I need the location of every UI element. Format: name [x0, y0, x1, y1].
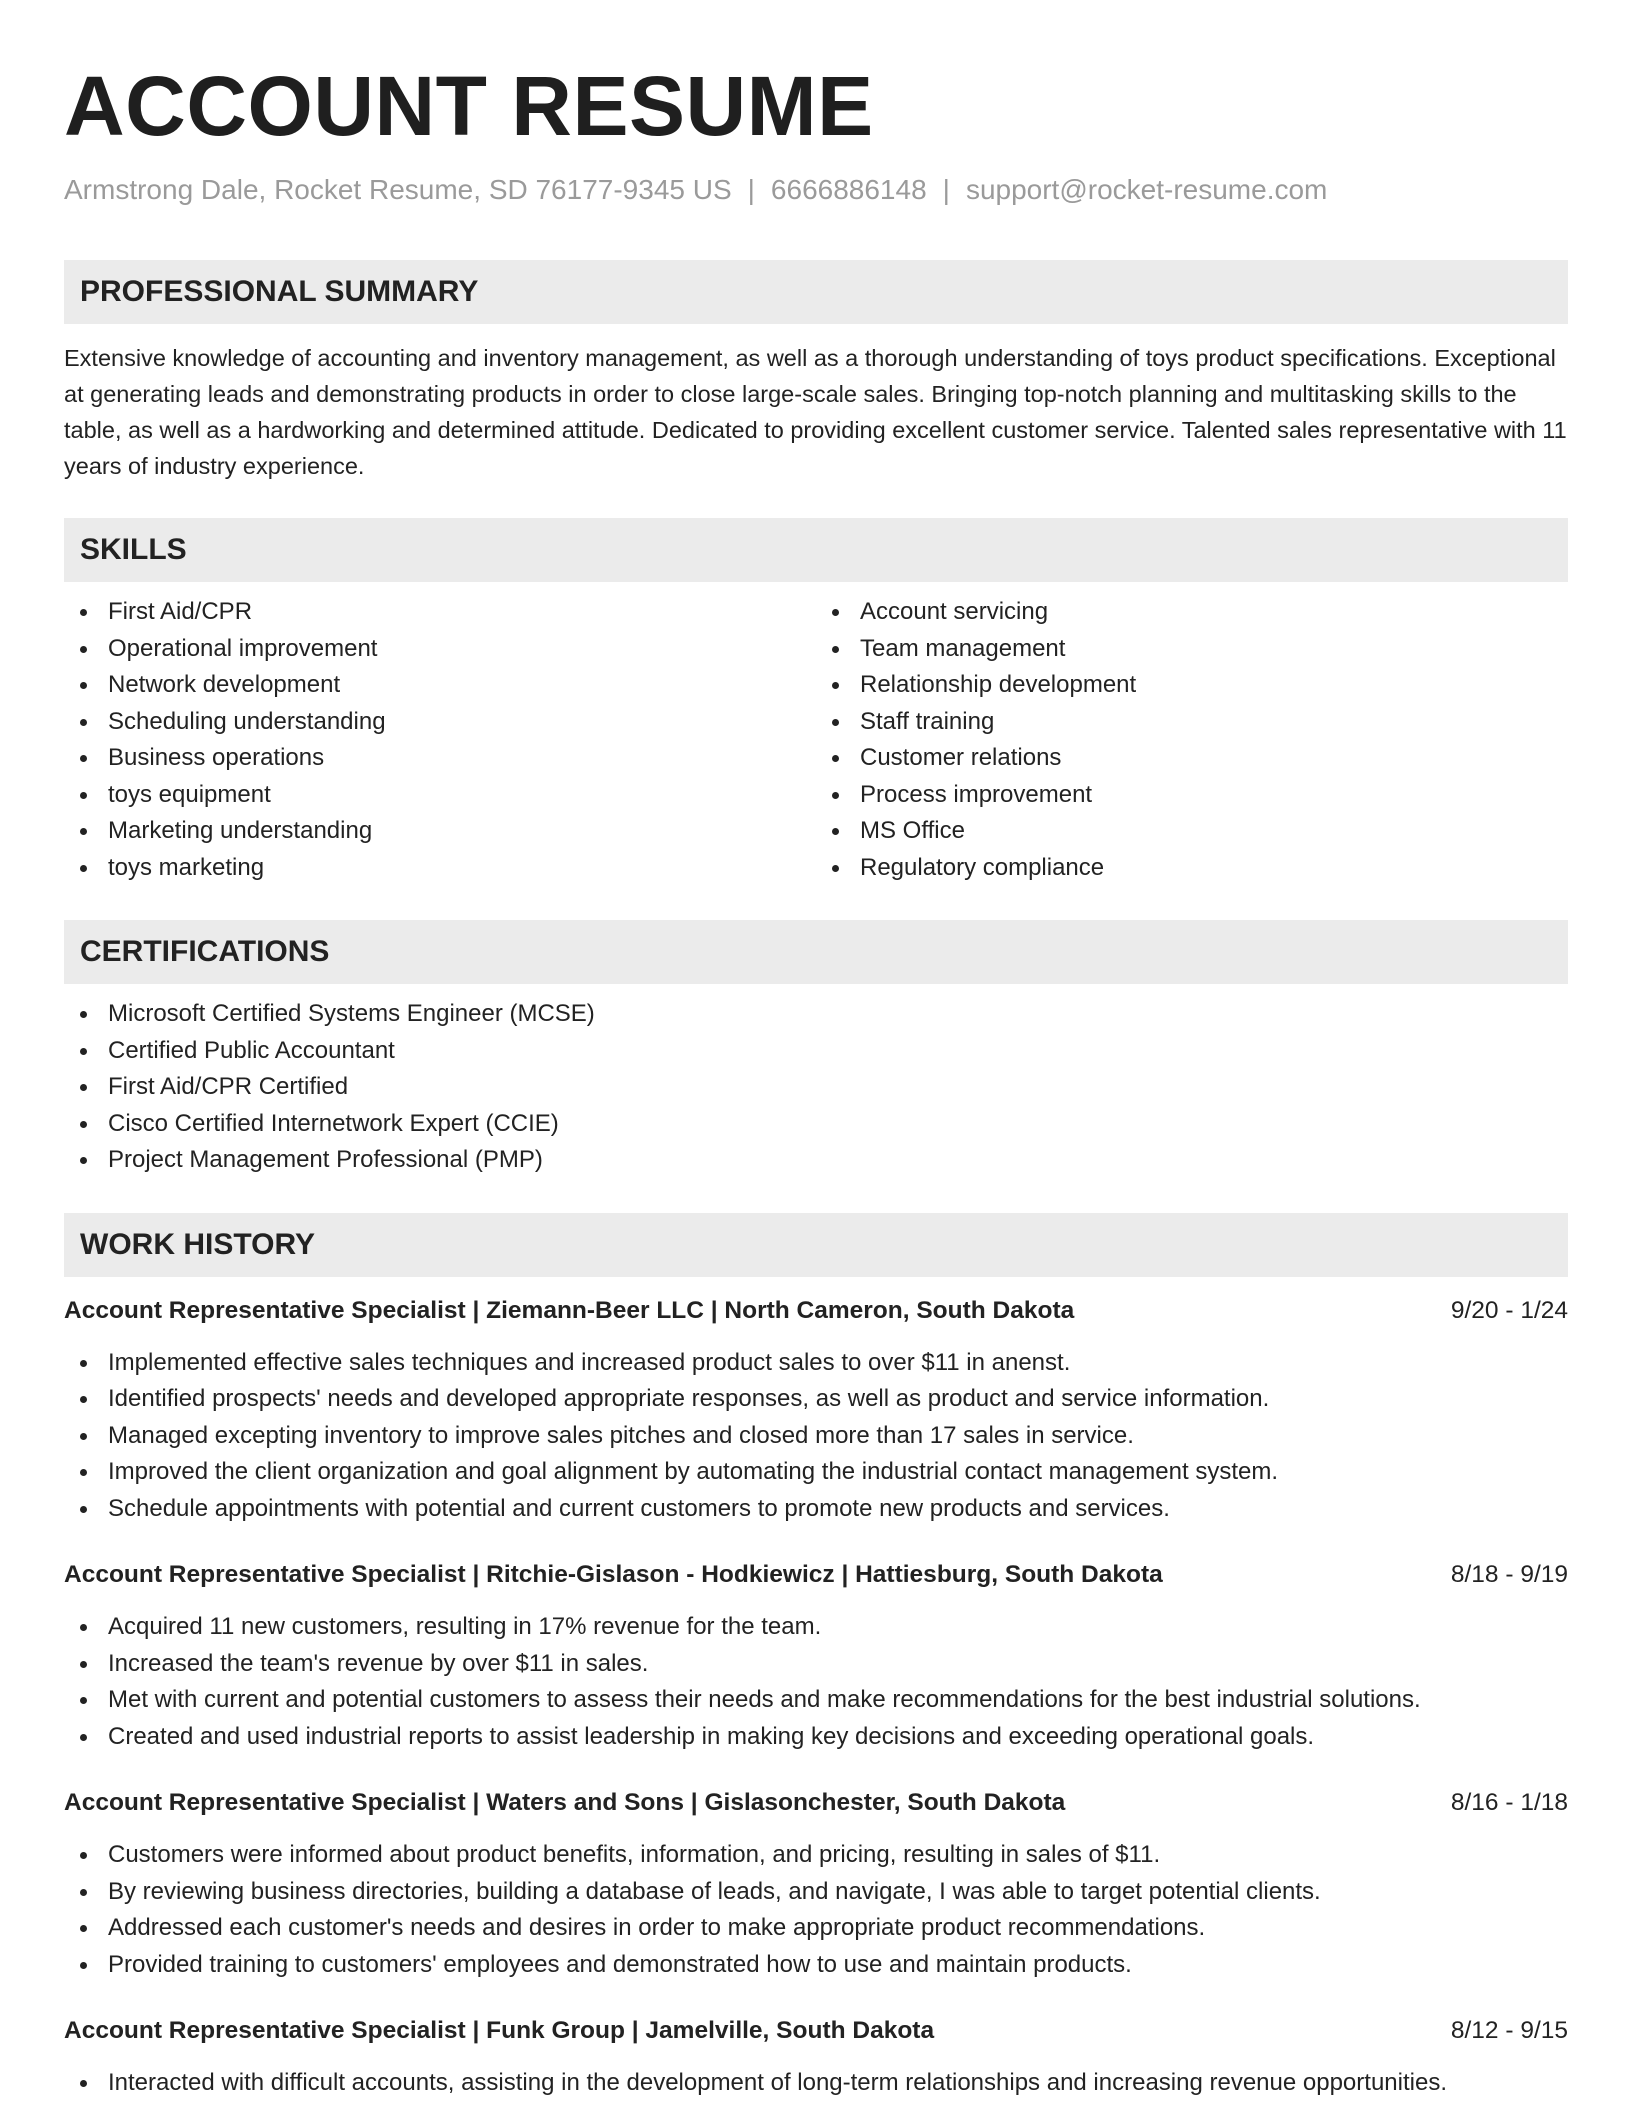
job-header [64, 1293, 1568, 1329]
job-bullet: Increased the team's revenue by over $11 in sales. [64, 1646, 1568, 1683]
skill-item: toys marketing [64, 850, 816, 887]
job-dates: 8/12 - 9/15 [1450, 2017, 1568, 2044]
skills-columns [64, 594, 1568, 886]
job-bullet: Identified prospects' needs and developed appropriate responses, as well as product and service information. [64, 1381, 1568, 1418]
skill-item: Staff training [816, 704, 1568, 741]
job-bullet: Schedule appointments with potential and current customers to promote new products and services. [64, 1491, 1568, 1528]
skill-item: Process improvement [816, 777, 1568, 814]
job-header [64, 1557, 1568, 1593]
job-header [64, 2013, 1568, 2049]
job-dates: 8/18 - 9/19 [1450, 1561, 1568, 1588]
contact-separator: | [747, 174, 755, 205]
job-entry [64, 1785, 1568, 1983]
job-bullet: Met with current and potential customers to assess their needs and make recommendations for the best industrial solutions. [64, 1682, 1568, 1719]
job-dates: 8/16 - 1/18 [1450, 1789, 1568, 1816]
section-heading-skills: SKILLS [64, 518, 1568, 582]
certification-item: Project Management Professional (PMP) [64, 1142, 1568, 1179]
job-bullet: Interacted with difficult accounts, assisting in the development of long-term relationships and increasing revenue opportunities. [64, 2065, 1568, 2102]
skill-item: First Aid/CPR [64, 594, 816, 631]
skill-item: Scheduling understanding [64, 704, 816, 741]
section-heading-work-history: WORK HISTORY [64, 1213, 1568, 1277]
section-heading-summary: PROFESSIONAL SUMMARY [64, 260, 1568, 324]
resume-title: ACCOUNT RESUME [64, 59, 874, 153]
certification-item: Certified Public Accountant [64, 1033, 1568, 1070]
job-bullets [64, 2065, 1568, 2102]
job-bullet: Implemented effective sales techniques and increased product sales to over $11 in anenst. [64, 1345, 1568, 1382]
skill-item: Account servicing [816, 594, 1568, 631]
job-bullet: Provided training to customers' employees and demonstrated how to use and maintain products. [64, 1947, 1568, 1984]
skill-item: Team management [816, 631, 1568, 668]
skill-item: Network development [64, 667, 816, 704]
job-header [64, 1785, 1568, 1821]
job-bullet: Acquired 11 new customers, resulting in 17% revenue for the team. [64, 1609, 1568, 1646]
contact-email: support@rocket-resume.com [965, 174, 1328, 205]
job-bullet: Created and used industrial reports to assist leadership in making key decisions and exceeding operational goals. [64, 1719, 1568, 1756]
skill-item: Marketing understanding [64, 813, 816, 850]
job-dates: 9/20 - 1/24 [1450, 1296, 1568, 1324]
skill-item: Customer relations [816, 740, 1568, 777]
job-entry [64, 2013, 1568, 2102]
contact-address: Armstrong Dale, Rocket Resume, SD 76177-9345 US [64, 174, 732, 205]
job-bullets [64, 1345, 1568, 1528]
skill-item: toys equipment [64, 777, 816, 814]
contact-line [64, 172, 1568, 208]
job-bullet: Customers were informed about product benefits, information, and pricing, resulting in sales of $11. [64, 1837, 1568, 1874]
skill-item: Regulatory compliance [816, 850, 1568, 887]
skill-item: MS Office [816, 813, 1568, 850]
job-entry [64, 1293, 1568, 1528]
certification-item: Microsoft Certified Systems Engineer (MCSE) [64, 996, 1568, 1033]
job-bullet: Managed excepting inventory to improve sales pitches and closed more than 17 sales in service. [64, 1418, 1568, 1455]
skills-list-right [816, 594, 1568, 886]
job-title: Account Representative Specialist | Ziemann-Beer LLC | North Cameron, South Dakota [64, 1296, 1075, 1324]
job-entry [64, 1557, 1568, 1755]
job-title: Account Representative Specialist | Waters and Sons | Gislasonchester, South Dakota [64, 1789, 1066, 1816]
certifications-list [64, 996, 1568, 1179]
certification-item: Cisco Certified Internetwork Expert (CCIE) [64, 1106, 1568, 1143]
certification-item: First Aid/CPR Certified [64, 1069, 1568, 1106]
contact-separator: | [942, 174, 950, 205]
job-bullet: Improved the client organization and goal alignment by automating the industrial contact management system. [64, 1454, 1568, 1491]
contact-phone: 6666886148 [770, 174, 927, 205]
skill-item: Operational improvement [64, 631, 816, 668]
job-bullet: Addressed each customer's needs and desires in order to make appropriate product recommendations. [64, 1910, 1568, 1947]
skill-item: Relationship development [816, 667, 1568, 704]
job-title: Account Representative Specialist | Ritchie-Gislason - Hodkiewicz | Hattiesburg, South Dakota [64, 1561, 1163, 1588]
section-heading-certifications: CERTIFICATIONS [64, 920, 1568, 984]
skills-list-left [64, 594, 816, 886]
summary-text: Extensive knowledge of accounting and inventory management, as well as a thorough understanding of toys product specifications. Exceptional at generating leads and demonstrating products in order to close large-scale sales. Bringing top-notch planning and multitasking skills to the table, as well as a hardworking and determined attitude. Dedicated to providing excellent customer service. Talented sales representative with 11 years of industry experience. [64, 345, 1567, 479]
job-bullets [64, 1609, 1568, 1755]
job-bullets [64, 1837, 1568, 1983]
job-title: Account Representative Specialist | Funk Group | Jamelville, South Dakota [64, 2017, 935, 2044]
job-bullet: By reviewing business directories, building a database of leads, and navigate, I was able to target potential clients. [64, 1874, 1568, 1911]
skill-item: Business operations [64, 740, 816, 777]
